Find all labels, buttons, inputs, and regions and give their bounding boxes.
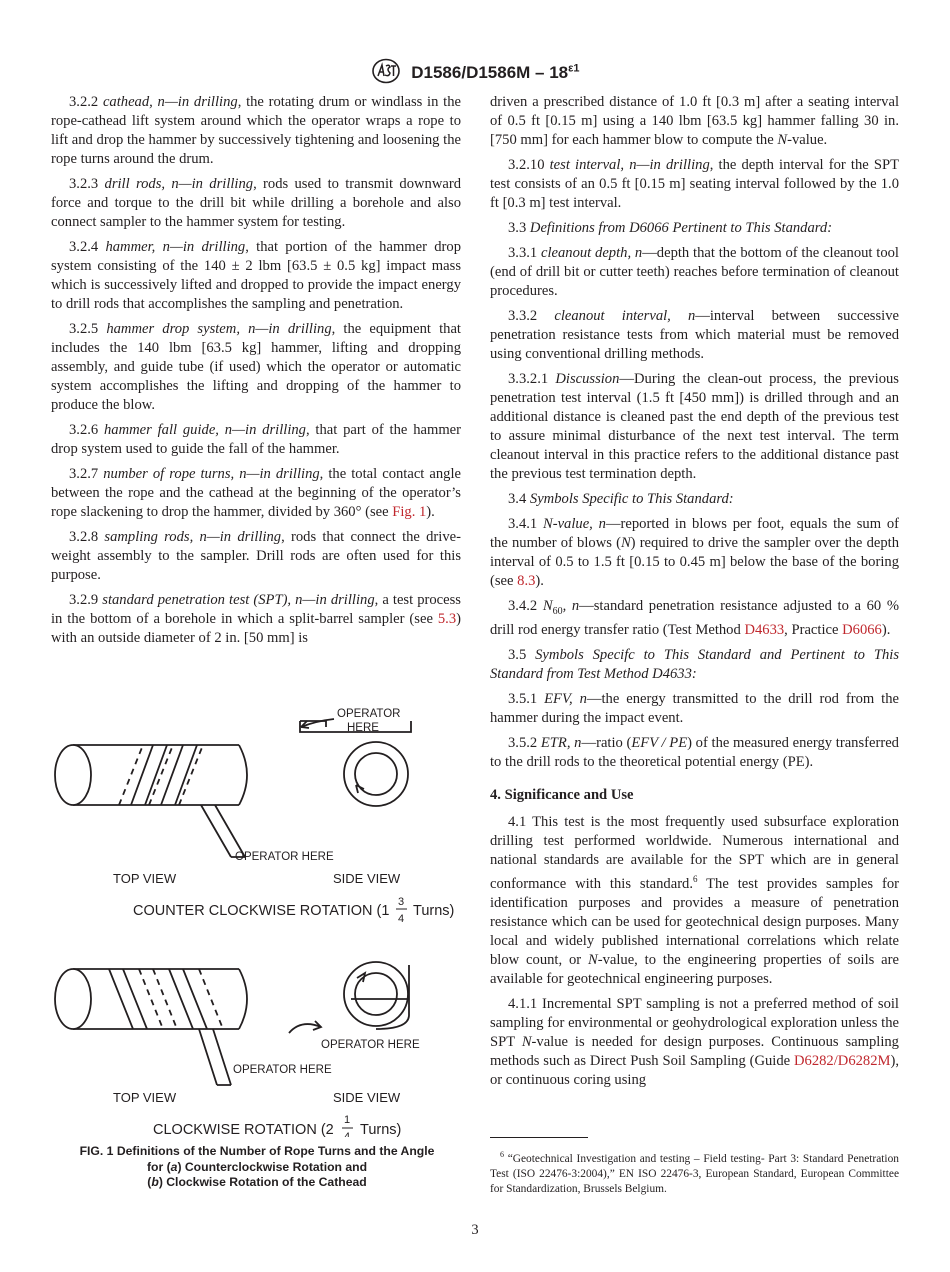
para-3-4: 3.4 Symbols Specific to This Standard: (508, 491, 734, 507)
para-3-2-8: 3.2.8 sampling rods, n—in drilling, rods that connect the drive-weight assembly to the sampler. Drill rods are often used for this purpose. (51, 529, 461, 583)
top-view-label-1: TOP VIEW (113, 871, 177, 886)
cw-frac-num: 1 (344, 1114, 351, 1126)
d4633-link[interactable]: D4633 (744, 621, 785, 638)
right-column (490, 93, 899, 1096)
para-3-2-2: 3.2.2 cathead, n—in drilling, the rotating drum or windlass in the rope-cathead lift system around which the operator wraps a rope to lift and drop the hammer by successively tightening and loosening the rope turns around the drum. (51, 94, 461, 167)
para-3-2-5: 3.2.5 hammer drop system, n—in drilling, the equipment that includes the 140 lbm [63.5 kg] hammer, lifting and dropping assembly, and guide tube (if used) which the operator or automatic system accomplishes the lifting and dropping of the hammer to produce the blow. (51, 321, 461, 413)
para-3-5-1: 3.5.1 EFV, n—the energy transmitted to the drill rod from the hammer during the impact event. (490, 690, 899, 726)
cw-frac-den: 4 (344, 1131, 351, 1137)
ccw-turns: Turns) (413, 903, 455, 919)
para-3-3-1: 3.3.1 cleanout depth, n—depth that the bottom of the cleanout tool (end of drill bit or cutter teeth) reaches before termination of cleanout procedures. (490, 245, 899, 299)
ccw-frac-den: 4 (398, 913, 405, 925)
para-3-3: 3.3 Definitions from D6066 Pertinent to This Standard: (508, 220, 833, 236)
para-3-3-2: 3.3.2 cleanout interval, n—interval between successive penetration resistance tests from which material must be removed using conventional drilling methods. (490, 308, 899, 362)
para-3-5: 3.5 Symbols Specifc to This Standard and Pertinent to This Standard from Test Method D4633: (490, 646, 899, 682)
footnote-6: $^6$ “Geotechnical Investigation and testing – Field testing- Part 3: Standard Penetration Test (ISO 22476-3:2004),” EN ISO 22476-3, European Standard, European Committee for Standardization, Brussels Belgium. (490, 1150, 899, 1196)
para-3-4-2: 3.4.2 $N_{60}$, n—standard penetration resistance adjusted to a 60 % drill rod energy transfer ratio (Test Method D4633, Practice D6066). (490, 598, 899, 638)
para-3-2-6: 3.2.6 hammer fall guide, n—in drilling, that part of the hammer drop system used to guide the fall of the hammer. (51, 422, 462, 457)
fig1-link[interactable]: Fig. 1 (392, 504, 427, 520)
para-3-4-1: 3.4.1 N-value, n—reported in blows per foot, equals the sum of the number of blows (N) required to drive the sampler over the depth interval of 0.5 to 1.5 ft [0.15 to 0.45 m] below the base of the boring (see 8.3). (490, 516, 900, 589)
para-3-2-7: 3.2.7 number of rope turns, n—in drilling, the total contact angle between the rope and the cathead at the beginning of the operator’s rope slackening to drop the hammer, divided by 360° (see Fig. 1). (51, 466, 461, 520)
d6066-link[interactable]: D6066 (842, 621, 882, 638)
side-view-label-1: SIDE VIEW (333, 871, 401, 886)
ccw-rotation-title: COUNTER CLOCKWISE ROTATION (1 (133, 903, 390, 919)
operator-here-label-1: OPERATOR HERE (235, 851, 334, 863)
left-column (51, 93, 461, 654)
cw-turns: Turns) (360, 1122, 402, 1137)
operator-here-top-label-2: HERE (347, 722, 379, 734)
para-3-3-2-1: 3.3.2.1 Discussion—During the clean-out process, the previous penetration test interval (1.5 ft [450 mm]) is drilled through and an additional distance is cleaned past the end depth of the previous test to assure minimal disturbance of the next test interval. The term cleanout interval in this practice refers to the additional distance past the previous test termination depth. (490, 371, 899, 482)
figure-caption: FIG. 1 Definitions of the Number of Rope Turns and the Angle for (a) Counterclockwise Rotation and (b) Clockwise Rotation of the Cathead (79, 1144, 435, 1189)
para-3-2-4: 3.2.4 hammer, n—in drilling, that portion of the hammer drop system consisting of the 140 ± 2 lbm [63.5 ± 0.5 kg] impact mass which is successively lifted and dropped to provide the impact energy to drill rods that accomplishes the sampling and penetration. (51, 239, 461, 312)
section-4-heading: 4. Significance and Use (490, 786, 634, 803)
rope-turns-diagram (51, 697, 471, 1137)
para-3-2-10: 3.2.10 test interval, n—in drilling, the depth interval for the SPT test consists of an 0.5 ft [0.15 m] seating interval followed by the 1.0 ft [0.3 m] test interval. (490, 157, 900, 211)
operator-here-top-label-1: OPERATOR (337, 708, 401, 720)
ccw-frac-num: 3 (398, 896, 405, 908)
section-8-3-link[interactable]: 8.3 (517, 573, 536, 589)
footnote-divider (490, 1137, 588, 1138)
operator-here-label-2: OPERATOR HERE (321, 1039, 420, 1051)
para-4-1: 4.1 This test is the most frequently used subsurface exploration drilling test performed worldwide. Numerous international and national standards are available for the SPT which are in general conformance with this standard.$^6$ The test provides samples for identification purposes and provides a measure of penetration resistance which can be used for geotechnical design purposes. Many local and widely published international correlations which relate blow count, or N-value, to the engineering properties of soils are available for geotechnical engineering purposes. (490, 813, 900, 987)
d6282-link[interactable]: D6282/D6282M (794, 1052, 891, 1069)
section-5-3-link[interactable]: 5.3 (437, 611, 457, 627)
astm-logo-icon (371, 58, 401, 89)
top-view-label-2: TOP VIEW (113, 1090, 177, 1105)
designation-superscript: ε1 (568, 62, 580, 75)
side-view-label-2: SIDE VIEW (333, 1090, 401, 1105)
operator-here-label-3: OPERATOR HERE (233, 1064, 332, 1076)
designation: D1586/D1586M – 18 (411, 62, 569, 82)
para-4-1-1: 4.1.1 Incremental SPT sampling is not a preferred method of soil sampling for environmental or geohydrological exploration unless the SPT N-value is needed for design purposes. Continuous sampling methods such as Direct Push Soil Sampling (Guide D6282/D6282M), or continuous coring using (490, 995, 899, 1088)
para-3-2-3: 3.2.3 drill rods, n—in drilling, rods used to transmit downward force and torque to the drill bit while drilling a borehole and also connect sampler to the hammer system for testing. (51, 176, 462, 230)
para-continued: driven a prescribed distance of 1.0 ft [0.3 m] after a seating interval of 0.5 ft [0.15 m] using a 140 lbm [63.5 kg] hammer falling 30 in. [750 mm] for each hammer blow to compute the N-value. (490, 94, 899, 148)
page-header (0, 58, 950, 89)
para-3-5-2: 3.5.2 ETR, n—ratio (EFV / PE) of the measured energy transferred to the drill rods to the theoretical potential energy (PE). (490, 734, 899, 770)
para-3-2-9: 3.2.9 standard penetration test (SPT), n—in drilling, a test process in the bottom of a borehole in which a split-barrel sampler (see 5.3) with an outside diameter of 2 in. [50 mm] is (51, 592, 461, 646)
figure-1 (51, 697, 471, 1137)
cw-rotation-title: CLOCKWISE ROTATION (2 (153, 1122, 334, 1137)
page-number: 3 (471, 1222, 479, 1238)
